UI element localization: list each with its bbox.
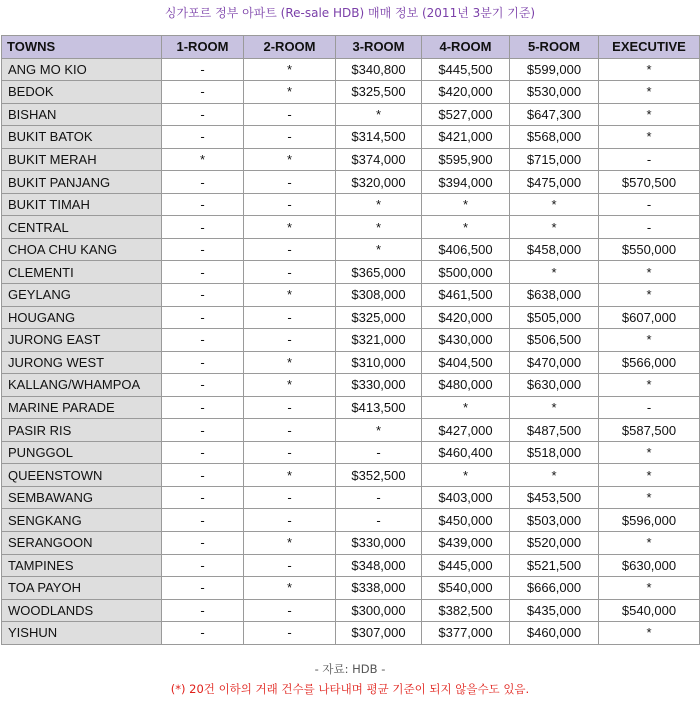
price-cell: *	[336, 238, 422, 261]
price-cell: $430,000	[422, 329, 510, 352]
price-cell: $394,000	[422, 171, 510, 194]
price-cell: *	[244, 284, 336, 307]
town-name: TAMPINES	[2, 554, 162, 577]
column-header: 1-ROOM	[162, 36, 244, 59]
price-cell: -	[336, 509, 422, 532]
price-cell: -	[599, 148, 700, 171]
price-cell: -	[599, 216, 700, 239]
table-row	[2, 532, 700, 555]
table-row	[2, 306, 700, 329]
price-cell: *	[599, 329, 700, 352]
price-cell: -	[244, 238, 336, 261]
price-cell: *	[599, 464, 700, 487]
price-cell: $595,900	[422, 148, 510, 171]
town-name: YISHUN	[2, 622, 162, 645]
town-name: QUEENSTOWN	[2, 464, 162, 487]
town-name: BUKIT PANJANG	[2, 171, 162, 194]
price-cell: *	[336, 419, 422, 442]
price-cell: -	[162, 486, 244, 509]
price-cell: $566,000	[599, 351, 700, 374]
price-cell: *	[336, 216, 422, 239]
price-cell: -	[244, 441, 336, 464]
price-cell: *	[510, 216, 599, 239]
table-row	[2, 554, 700, 577]
table-row	[2, 396, 700, 419]
price-cell: *	[599, 532, 700, 555]
footer	[0, 659, 700, 699]
town-name: BISHAN	[2, 103, 162, 126]
price-cell: $421,000	[422, 126, 510, 149]
town-name: TOA PAYOH	[2, 577, 162, 600]
price-cell: $453,500	[510, 486, 599, 509]
price-cell: $570,500	[599, 171, 700, 194]
price-cell: -	[162, 81, 244, 104]
price-cell: *	[599, 81, 700, 104]
price-cell: *	[162, 148, 244, 171]
town-name: CHOA CHU KANG	[2, 238, 162, 261]
price-cell: $450,000	[422, 509, 510, 532]
price-cell: $420,000	[422, 81, 510, 104]
column-header: 2-ROOM	[244, 36, 336, 59]
town-name: JURONG EAST	[2, 329, 162, 352]
price-cell: *	[510, 464, 599, 487]
price-cell: -	[162, 577, 244, 600]
price-cell: -	[162, 171, 244, 194]
town-name: JURONG WEST	[2, 351, 162, 374]
price-cell: -	[244, 261, 336, 284]
price-cell: $607,000	[599, 306, 700, 329]
price-cell: *	[244, 81, 336, 104]
price-cell: $325,500	[336, 81, 422, 104]
price-cell: -	[162, 103, 244, 126]
table-row	[2, 261, 700, 284]
price-cell: $321,000	[336, 329, 422, 352]
table-row	[2, 374, 700, 397]
column-header: 5-ROOM	[510, 36, 599, 59]
table-row	[2, 58, 700, 81]
price-cell: $314,500	[336, 126, 422, 149]
town-name: CENTRAL	[2, 216, 162, 239]
price-cell: *	[599, 622, 700, 645]
price-cell: $458,000	[510, 238, 599, 261]
price-cell: $540,000	[599, 599, 700, 622]
price-cell: $505,000	[510, 306, 599, 329]
price-cell: -	[244, 329, 336, 352]
price-cell: $568,000	[510, 126, 599, 149]
table-row	[2, 329, 700, 352]
price-cell: $540,000	[422, 577, 510, 600]
price-cell: $599,000	[510, 58, 599, 81]
price-cell: -	[162, 126, 244, 149]
price-cell: $480,000	[422, 374, 510, 397]
price-cell: -	[162, 396, 244, 419]
price-cell: *	[599, 261, 700, 284]
table-row	[2, 126, 700, 149]
price-cell: *	[422, 396, 510, 419]
price-cell: -	[162, 374, 244, 397]
price-cell: $406,500	[422, 238, 510, 261]
town-name: BUKIT BATOK	[2, 126, 162, 149]
table-row	[2, 351, 700, 374]
price-cell: $630,000	[599, 554, 700, 577]
town-name: GEYLANG	[2, 284, 162, 307]
column-header: 3-ROOM	[336, 36, 422, 59]
table-row	[2, 577, 700, 600]
price-cell: *	[422, 464, 510, 487]
price-cell: $527,000	[422, 103, 510, 126]
price-cell: $330,000	[336, 532, 422, 555]
price-cell: $518,000	[510, 441, 599, 464]
price-cell: -	[336, 486, 422, 509]
price-cell: -	[244, 419, 336, 442]
price-cell: $420,000	[422, 306, 510, 329]
column-header: 4-ROOM	[422, 36, 510, 59]
price-cell: $340,800	[336, 58, 422, 81]
price-cell: -	[336, 441, 422, 464]
price-cell: -	[162, 464, 244, 487]
price-cell: *	[599, 58, 700, 81]
table-row	[2, 103, 700, 126]
asterisk-note: (*) 20건 이하의 거래 건수를 나타내며 평균 기준이 되지 않을수도 있음.	[170, 682, 530, 696]
table-row	[2, 284, 700, 307]
table-row	[2, 419, 700, 442]
price-cell: *	[336, 193, 422, 216]
price-cell: -	[244, 554, 336, 577]
price-cell: $300,000	[336, 599, 422, 622]
price-cell: $330,000	[336, 374, 422, 397]
price-cell: $320,000	[336, 171, 422, 194]
price-cell: *	[599, 577, 700, 600]
price-cell: *	[599, 374, 700, 397]
price-cell: $587,500	[599, 419, 700, 442]
price-cell: *	[336, 103, 422, 126]
table-row	[2, 193, 700, 216]
price-cell: -	[244, 599, 336, 622]
price-cell: -	[599, 396, 700, 419]
price-cell: -	[162, 509, 244, 532]
price-cell: -	[162, 284, 244, 307]
price-cell: *	[244, 374, 336, 397]
price-cell: $427,000	[422, 419, 510, 442]
town-name: PUNGGOL	[2, 441, 162, 464]
price-cell: -	[162, 554, 244, 577]
price-cell: $377,000	[422, 622, 510, 645]
price-cell: -	[244, 622, 336, 645]
price-cell: *	[244, 351, 336, 374]
price-cell: -	[162, 441, 244, 464]
price-cell: -	[162, 532, 244, 555]
price-cell: *	[599, 103, 700, 126]
town-name: ANG MO KIO	[2, 58, 162, 81]
price-cell: -	[244, 509, 336, 532]
price-cell: $382,500	[422, 599, 510, 622]
price-cell: $460,000	[510, 622, 599, 645]
price-cell: -	[244, 396, 336, 419]
price-cell: $500,000	[422, 261, 510, 284]
price-cell: *	[599, 486, 700, 509]
table-row	[2, 622, 700, 645]
table-row	[2, 216, 700, 239]
price-cell: $308,000	[336, 284, 422, 307]
price-cell: -	[162, 622, 244, 645]
price-cell: $475,000	[510, 171, 599, 194]
price-cell: -	[244, 171, 336, 194]
price-cell: $310,000	[336, 351, 422, 374]
price-cell: *	[599, 126, 700, 149]
price-cell: *	[510, 261, 599, 284]
column-header: TOWNS	[2, 36, 162, 59]
town-name: SERANGOON	[2, 532, 162, 555]
town-name: SENGKANG	[2, 509, 162, 532]
price-cell: -	[244, 193, 336, 216]
price-cell: -	[162, 261, 244, 284]
price-cell: $715,000	[510, 148, 599, 171]
price-cell: *	[244, 532, 336, 555]
price-cell: -	[162, 419, 244, 442]
price-cell: *	[244, 577, 336, 600]
price-cell: $596,000	[599, 509, 700, 532]
town-name: BUKIT MERAH	[2, 148, 162, 171]
price-cell: $666,000	[510, 577, 599, 600]
price-cell: -	[244, 103, 336, 126]
price-cell: $325,000	[336, 306, 422, 329]
price-cell: *	[244, 148, 336, 171]
price-cell: $404,500	[422, 351, 510, 374]
price-cell: $365,000	[336, 261, 422, 284]
price-cell: -	[244, 306, 336, 329]
town-name: KALLANG/WHAMPOA	[2, 374, 162, 397]
price-cell: $439,000	[422, 532, 510, 555]
price-cell: *	[244, 58, 336, 81]
price-cell: *	[599, 284, 700, 307]
price-cell: -	[599, 193, 700, 216]
column-header: EXECUTIVE	[599, 36, 700, 59]
price-cell: -	[162, 58, 244, 81]
price-cell: *	[244, 216, 336, 239]
price-cell: $550,000	[599, 238, 700, 261]
price-cell: $470,000	[510, 351, 599, 374]
town-name: BEDOK	[2, 81, 162, 104]
price-cell: *	[422, 216, 510, 239]
price-cell: *	[422, 193, 510, 216]
price-cell: -	[162, 599, 244, 622]
town-name: MARINE PARADE	[2, 396, 162, 419]
price-cell: $348,000	[336, 554, 422, 577]
town-name: BUKIT TIMAH	[2, 193, 162, 216]
price-cell: $630,000	[510, 374, 599, 397]
table-row	[2, 464, 700, 487]
price-cell: $503,000	[510, 509, 599, 532]
price-cell: -	[162, 238, 244, 261]
price-cell: $338,000	[336, 577, 422, 600]
price-cell: $461,500	[422, 284, 510, 307]
price-cell: *	[510, 193, 599, 216]
price-cell: $520,000	[510, 532, 599, 555]
page-title: 싱가포르 정부 아파트 (Re-sale HDB) 매매 정보 (2011년 3분기 기준)	[164, 6, 536, 20]
price-cell: $403,000	[422, 486, 510, 509]
price-cell: $487,500	[510, 419, 599, 442]
price-cell: $374,000	[336, 148, 422, 171]
town-name: WOODLANDS	[2, 599, 162, 622]
price-cell: $413,500	[336, 396, 422, 419]
table-row	[2, 148, 700, 171]
price-cell: $638,000	[510, 284, 599, 307]
source-note: - 자료: HDB -	[314, 662, 386, 676]
price-cell: -	[244, 126, 336, 149]
price-cell: $521,500	[510, 554, 599, 577]
price-cell: $445,500	[422, 58, 510, 81]
price-cell: $307,000	[336, 622, 422, 645]
town-name: PASIR RIS	[2, 419, 162, 442]
town-name: HOUGANG	[2, 306, 162, 329]
town-name: CLEMENTI	[2, 261, 162, 284]
price-cell: *	[510, 396, 599, 419]
table-row	[2, 486, 700, 509]
price-cell: -	[162, 351, 244, 374]
price-cell: -	[162, 216, 244, 239]
price-cell: $445,000	[422, 554, 510, 577]
table-header-row	[2, 36, 700, 59]
table-row	[2, 599, 700, 622]
price-cell: $506,500	[510, 329, 599, 352]
table-row	[2, 81, 700, 104]
hdb-price-table	[1, 35, 700, 645]
price-cell: -	[162, 306, 244, 329]
table-row	[2, 238, 700, 261]
table-row	[2, 171, 700, 194]
price-cell: -	[162, 329, 244, 352]
price-cell: -	[162, 193, 244, 216]
price-cell: *	[244, 464, 336, 487]
table-row	[2, 441, 700, 464]
price-cell: $460,400	[422, 441, 510, 464]
town-name: SEMBAWANG	[2, 486, 162, 509]
price-cell: $647,300	[510, 103, 599, 126]
price-cell: $530,000	[510, 81, 599, 104]
table-row	[2, 509, 700, 532]
price-cell: *	[599, 441, 700, 464]
price-cell: $352,500	[336, 464, 422, 487]
price-cell: $435,000	[510, 599, 599, 622]
price-cell: -	[244, 486, 336, 509]
